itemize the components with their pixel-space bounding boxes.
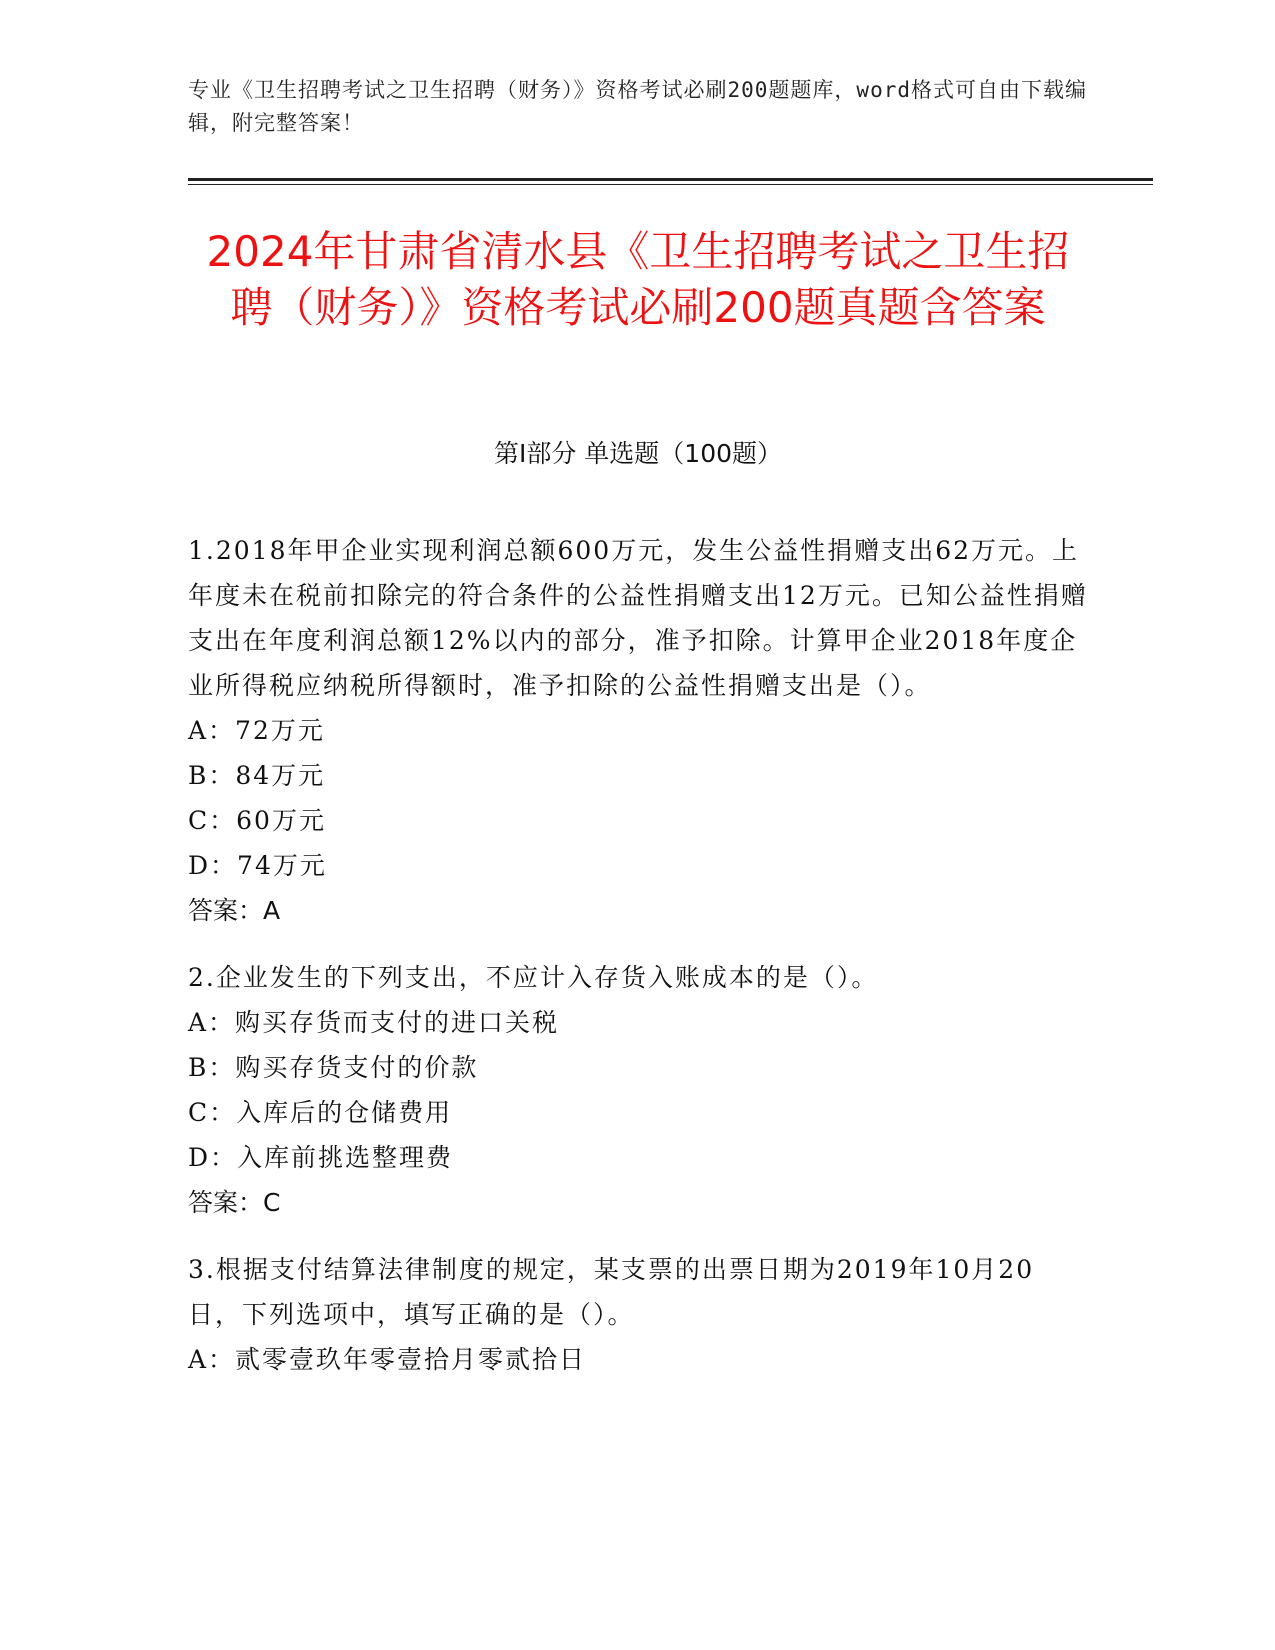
header-note: 专业《卫生招聘考试之卫生招聘（财务）》资格考试必刷200题题库，word格式可自由下载编辑，附完整答案！ <box>188 78 1087 135</box>
option-b: B：购买存货支付的价款 <box>188 1053 479 1082</box>
option-a: A：购买存货而支付的进口关税 <box>188 1008 560 1037</box>
option-d: D：入库前挑选整理费 <box>188 1143 454 1172</box>
option-c: C：60万元 <box>188 806 326 835</box>
question-1 <box>188 528 1088 933</box>
option-d: D：74万元 <box>188 851 327 880</box>
answer-label: 答案：A <box>188 896 281 925</box>
option-a: A：72万元 <box>188 716 325 745</box>
question-list <box>188 528 1088 1404</box>
question-2 <box>188 955 1088 1225</box>
option-a: A：贰零壹玖年零壹拾月零贰拾日 <box>188 1345 587 1374</box>
question-text: 2.企业发生的下列支出，不应计入存货入账成本的是（）。 <box>188 963 879 992</box>
header-divider-thick <box>188 178 1153 181</box>
header-divider-thin <box>188 184 1153 185</box>
document-title: 2024年甘肃省清水县《卫生招聘考试之卫生招聘（财务）》资格考试必刷200题真题含答案 <box>206 227 1070 332</box>
section-title: 第Ⅰ部分 单选题（100题） <box>493 439 783 468</box>
option-c: C：入库后的仓储费用 <box>188 1098 453 1127</box>
question-text: 3.根据支付结算法律制度的规定，某支票的出票日期为2019年10月20日，下列选项中，填写正确的是（）。 <box>188 1255 1035 1329</box>
question-text: 1.2018年甲企业实现利润总额600万元，发生公益性捐赠支出62万元。上年度未在税前扣除完的符合条件的公益性捐赠支出12万元。已知公益性捐赠支出在年度利润总额12%以内的部分，准予扣除。计算甲企业2018年度企业所得税应纳税所得额时，准予扣除的公益性捐赠支出是（）。 <box>188 536 1088 700</box>
answer-label: 答案：C <box>188 1188 281 1217</box>
question-3 <box>188 1247 1088 1382</box>
option-b: B：84万元 <box>188 761 326 790</box>
